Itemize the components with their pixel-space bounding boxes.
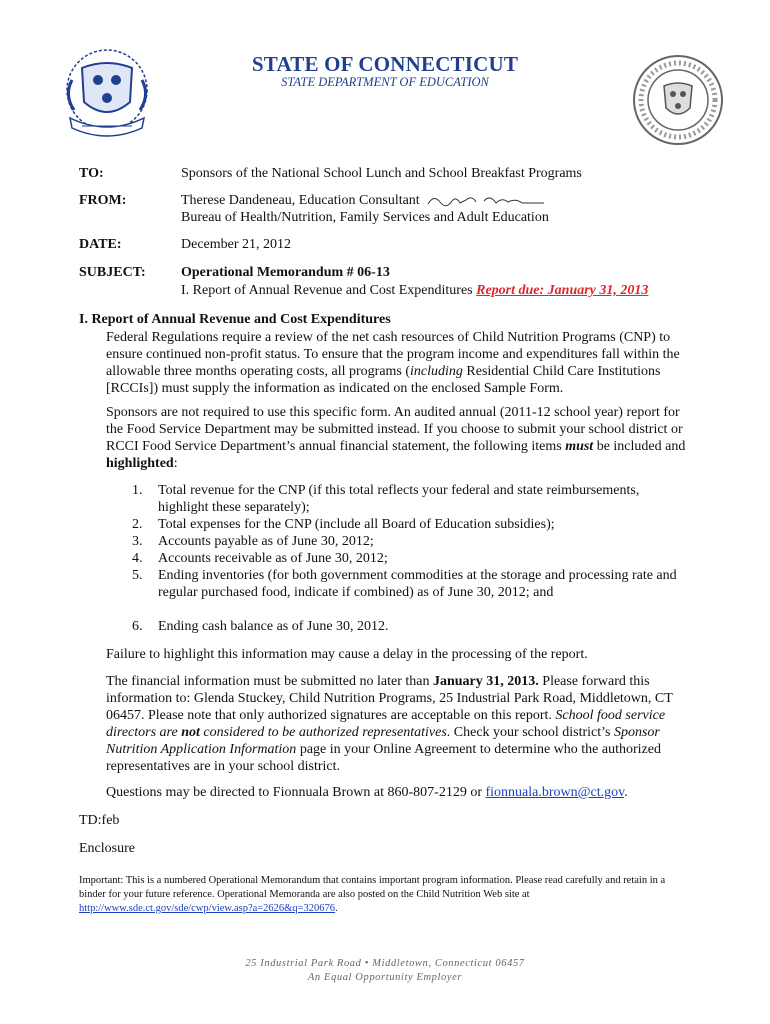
para4-emphasis-2: considered to be authorized representatives [199,725,447,740]
para2-highlighted: highlighted [106,456,174,471]
list-item-number: 1. [132,483,143,498]
important-note-end: . [335,903,338,914]
para1-emphasis: including [410,364,463,379]
paragraph-questions [106,784,686,801]
para2-text-b: be included and [593,439,686,454]
para4-not: not [181,725,200,740]
para1-text-a: Federal Regulations require a review of the net cash resources of Child Nutrition Programs (CNP) to ensure continued non-profit status. To ensure that the program income and expenditures fall within the allowable three months operating costs, all programs ( [106,330,680,379]
date-label: DATE: [79,237,122,252]
para4-emphasis-3: Sponsor Nutrition Application Information [106,725,660,757]
date-value: December 21, 2012 [181,237,292,252]
contact-email-link[interactable]: fionnuala.brown@ct.gov [485,785,625,800]
from-value-bureau: Bureau of Health/Nutrition, Family Services and Adult Education [181,210,549,225]
from-label: FROM: [79,193,127,208]
para4-emphasis-1: School food service directors are [106,708,666,740]
signature-icon [426,192,546,210]
paragraph-regulations [106,329,686,397]
list-item-text: Total expenses for the CNP (include all Board of Education subsidies); [158,517,555,532]
list-item-text: Total revenue for the CNP (if this total reflects your federal and state reimbursements, highlight these separately); [158,483,640,515]
website-link[interactable]: http://www.sde.ct.gov/sde/cwp/view.asp?a=2626&q=320676 [79,903,336,914]
para2-text-c: : [173,456,178,471]
list-item-number: 2. [132,517,143,532]
para4-deadline: January 31, 2013. [432,674,539,689]
paragraph-failure: Failure to highlight this information may cause a delay in the processing of the report. [106,647,588,662]
list-item-number: 5. [132,568,143,583]
para4-text-b: Please forward this information to: Glenda Stuckey, Child Nutrition Programs, 25 Industrial Park Road, Middletown, CT 06457. Please note that only authorized signatures are acceptable on this report. [106,674,673,723]
footer-address: 25 Industrial Park Road • Middletown, Connecticut 06457 [245,958,525,969]
report-due-notice: Report due: January 31, 2013 [476,283,649,298]
para5-text-a: Questions may be directed to Fionnuala Brown at 860-807-2129 or [106,785,486,800]
para4-text-d: page in your Online Agreement to determine who the authorized representatives are in your school district. [106,742,661,774]
list-item-text: Accounts receivable as of June 30, 2012; [158,551,388,566]
important-note [79,874,694,916]
to-label: TO: [79,166,104,181]
subject-title: Operational Memorandum # 06-13 [181,265,390,280]
para5-text-b: . [624,785,628,800]
subject-line-text: I. Report of Annual Revenue and Cost Expenditures [181,283,473,298]
para2-must: must [565,439,594,454]
para4-text-c: . Check your school district’s [446,725,614,740]
required-items-list [132,482,687,632]
paragraph-sponsors [106,404,686,472]
list-item-text: Ending cash balance as of June 30, 2012. [158,619,389,634]
subject-label: SUBJECT: [79,265,146,280]
list-item-number: 4. [132,551,143,566]
footer-eoe: An Equal Opportunity Employer [307,972,463,983]
para2-text-a: Sponsors are not required to use this specific form. An audited annual (2011-12 school year) report for the Food Service Department may be submitted instead. If you choose to submit your school district or RCCI Food Service Department’s annual financial statement, the following items [106,405,683,454]
subject-line [181,283,648,299]
para4-text-a: The financial information must be submitted no later than [106,674,433,689]
list-item-text: Ending inventories (for both government commodities at the storage and processing rate and regular purchased food, indicate if combined) as of June 30, 2012; and [158,568,677,600]
paragraph-submission [106,673,686,775]
important-note-text: Important: This is a numbered Operational Memorandum that contains important program information. Please read carefully and retain in a binder for your future reference. Operational Memoranda are also posted on the Child Nutrition Web site at [79,875,666,900]
para1-text-b: Residential Child Care Institutions [RCCIs]) must supply the information as indicated on the enclosed Sample Form. [106,364,661,396]
list-item-number: 3. [132,534,143,549]
from-value-name: Therese Dandeneau, Education Consultant [181,193,420,208]
page-title: STATE OF CONNECTICUT [251,52,519,76]
to-value: Sponsors of the National School Lunch and School Breakfast Programs [181,166,582,181]
list-item-text: Accounts payable as of June 30, 2012; [158,534,374,549]
page-subtitle: STATE DEPARTMENT OF EDUCATION [281,75,489,89]
enclosure-label: Enclosure [79,841,135,856]
list-item-number: 6. [132,619,143,634]
section-heading: I. Report of Annual Revenue and Cost Expenditures [79,312,391,327]
initials: TD:feb [79,813,120,828]
